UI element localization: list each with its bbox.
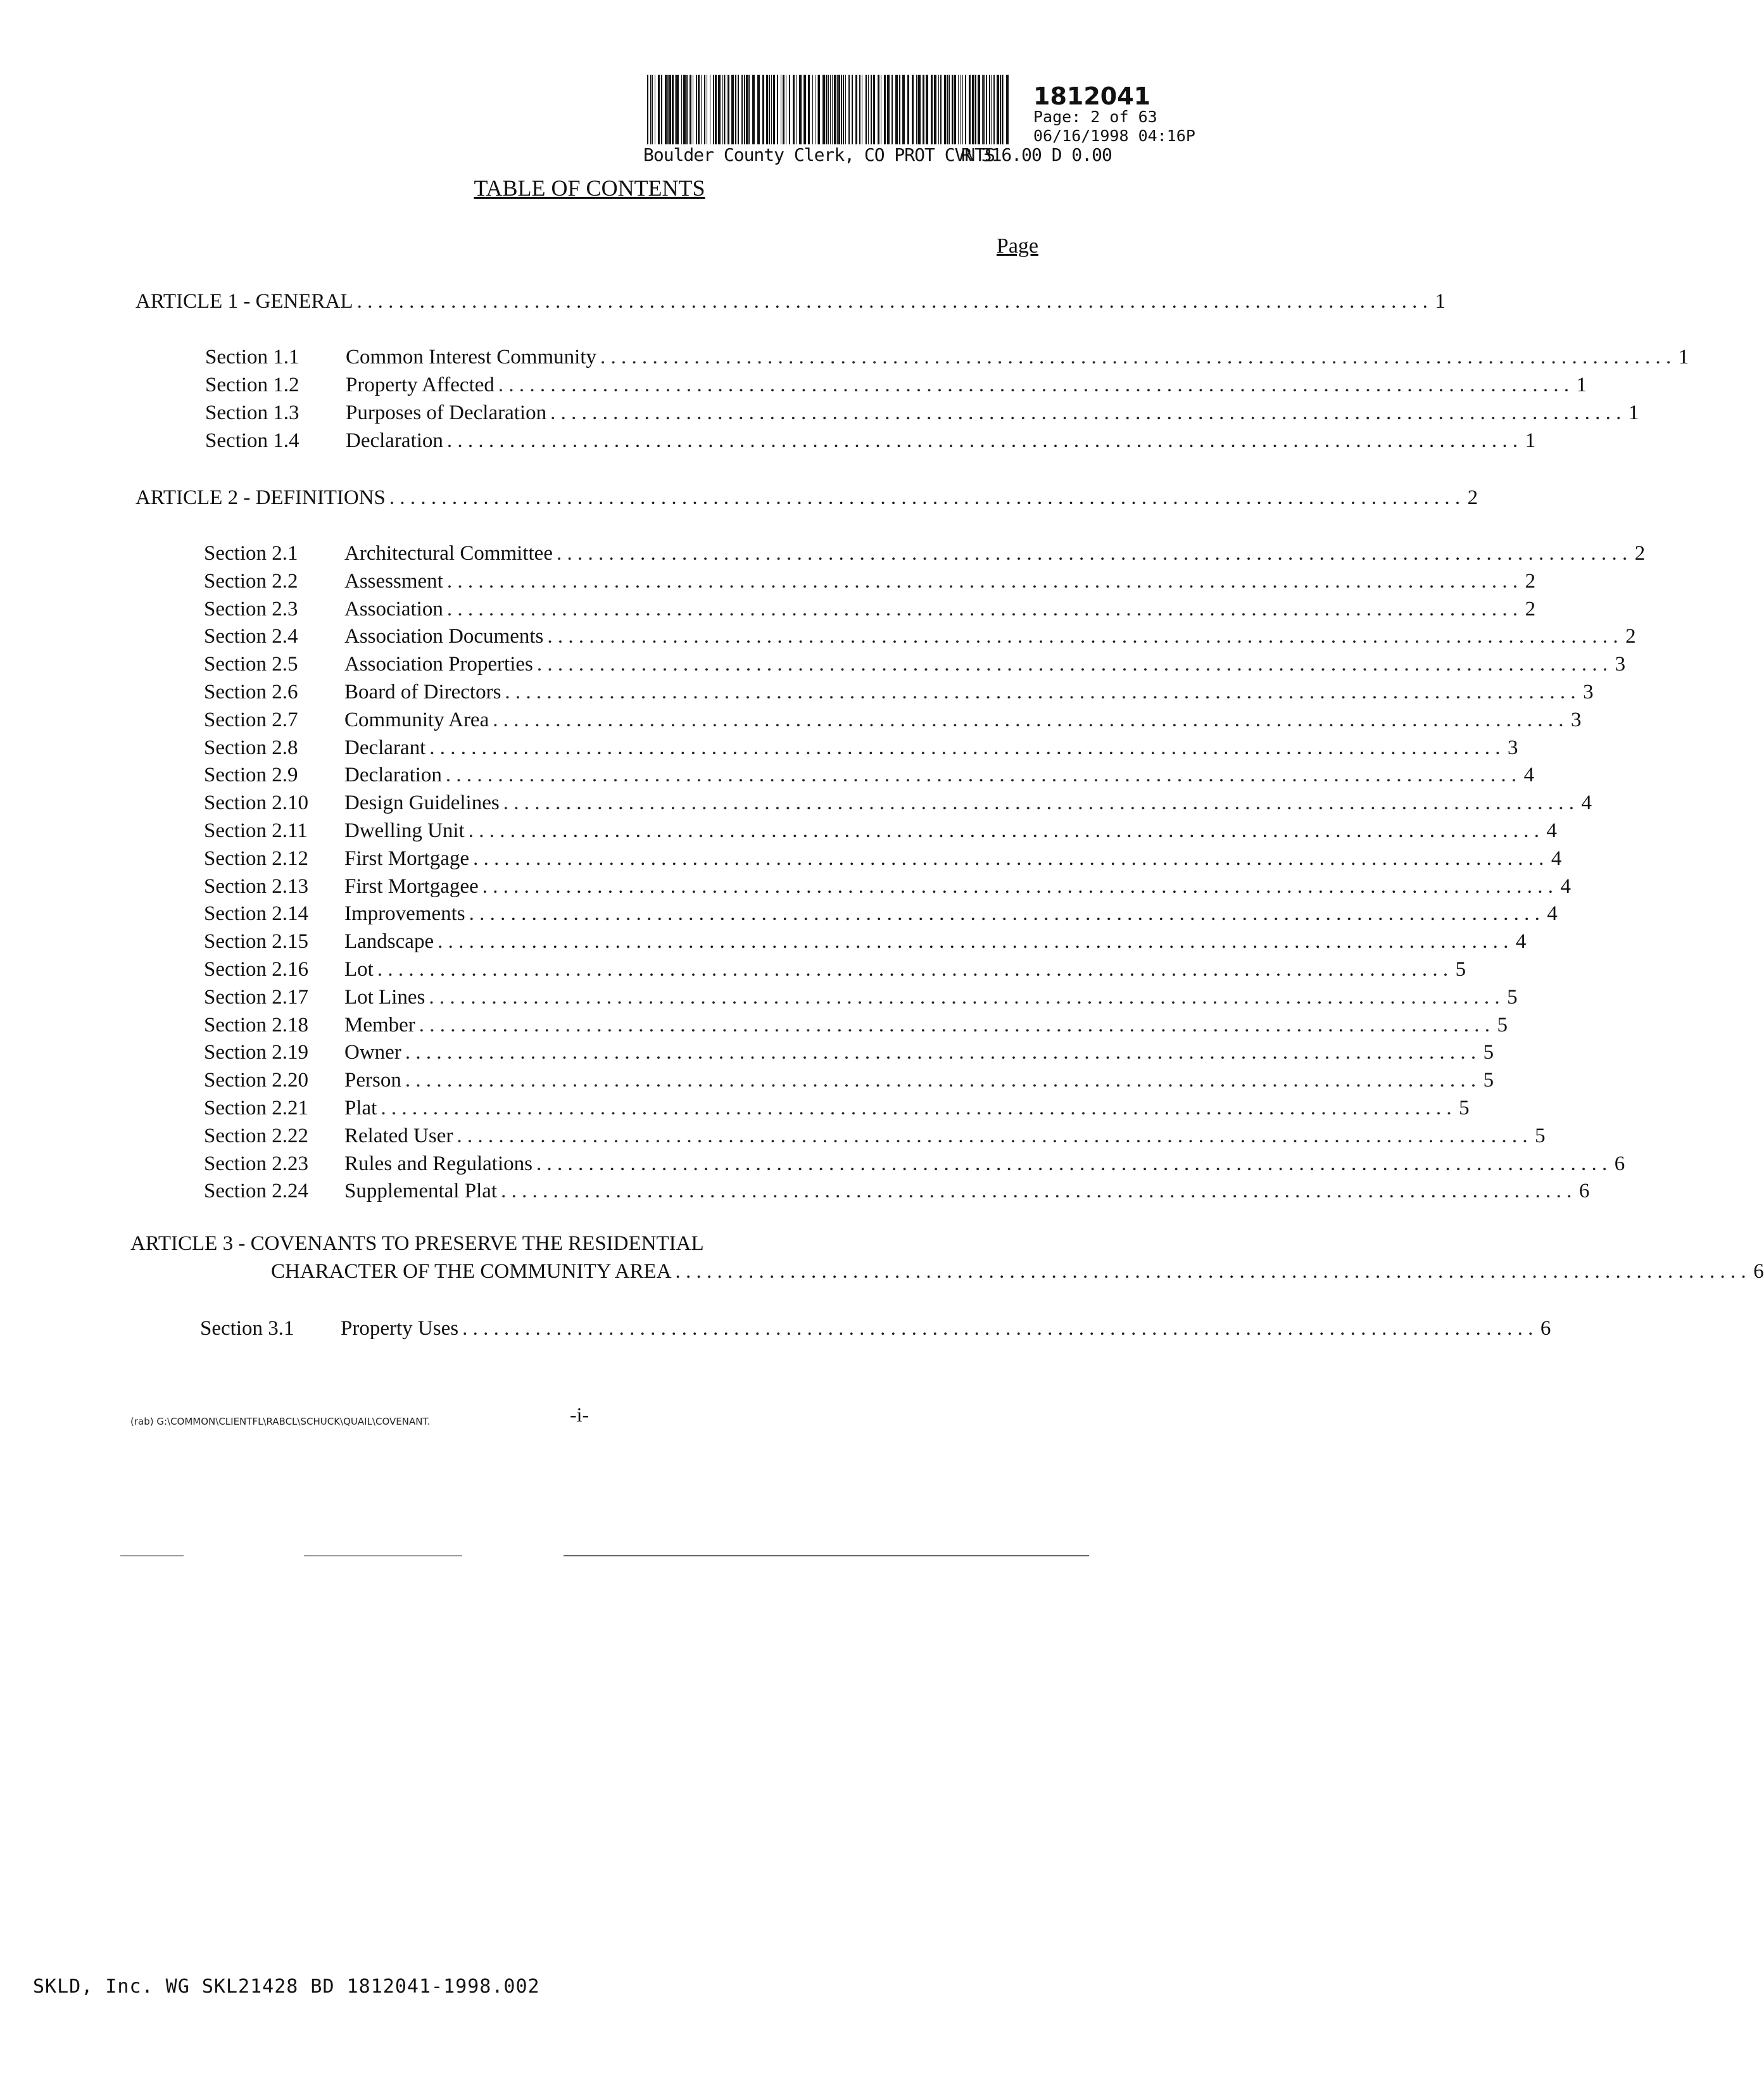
toc-section-row: [204, 681, 1594, 707]
barcode-bar: [923, 75, 924, 144]
toc-section-row: [204, 791, 1592, 818]
barcode-bar: [766, 75, 768, 144]
barcode-bar: [989, 75, 990, 144]
barcode-bar: [661, 75, 662, 144]
barcode-bar: [931, 75, 933, 144]
barcode-bar: [696, 75, 697, 144]
barcode-bar: [978, 75, 980, 144]
barcode-bar: [949, 75, 950, 144]
section-title: Property Affected: [346, 374, 495, 396]
barcode-bar: [676, 75, 679, 144]
section-page: 5: [1483, 1041, 1494, 1064]
section-number: Section 2.16: [204, 958, 308, 981]
barcode-bar: [808, 75, 810, 144]
toc-article-1: [135, 290, 1446, 317]
barcode-bar: [650, 75, 651, 144]
section-page: 5: [1535, 1124, 1546, 1147]
section-page: 6: [1540, 1317, 1551, 1340]
toc-section-row: [204, 1152, 1625, 1179]
scan-artifact-line: [564, 1555, 1089, 1556]
skld-footer-id: SKLD, Inc. WG SKL21428 BD 1812041-1998.002: [33, 1976, 540, 1998]
toc-section-row: [204, 958, 1466, 985]
article-page: 6: [1753, 1260, 1764, 1283]
barcode-bar: [828, 75, 829, 144]
dot-leader: [536, 1152, 1607, 1176]
toc-section-row: [204, 847, 1562, 874]
section-number: Section 2.19: [204, 1041, 308, 1064]
barcode-bar: [868, 75, 869, 144]
dot-leader: [429, 736, 1500, 760]
barcode-bar: [958, 75, 959, 144]
barcode-bar: [665, 75, 667, 144]
barcode-bar: [895, 75, 898, 144]
barcode-bar: [724, 75, 725, 144]
toc-section-row: [204, 1013, 1508, 1040]
barcode-bar: [912, 75, 914, 144]
barcode-bar: [804, 75, 806, 144]
section-title: Declarant: [344, 736, 426, 759]
barcode-bar: [887, 75, 890, 144]
section-number: Section 2.14: [204, 902, 308, 926]
section-page: 5: [1455, 958, 1466, 981]
toc-section-row: [204, 1180, 1590, 1206]
dot-leader: [377, 958, 1448, 981]
recording-page-info: Page: 2 of 63: [1033, 108, 1157, 126]
toc-section-row: [204, 736, 1518, 763]
section-page: 3: [1583, 681, 1594, 703]
barcode-bar: [777, 75, 778, 144]
barcode-bar: [852, 75, 853, 144]
section-page: 4: [1515, 930, 1527, 954]
section-title: Declaration: [344, 764, 442, 787]
dot-leader: [501, 1180, 1572, 1203]
toc-section-row: [204, 653, 1626, 679]
section-page: 1: [1678, 346, 1689, 369]
section-title: Improvements: [344, 902, 465, 926]
dot-leader: [462, 1317, 1533, 1340]
barcode-bar: [757, 75, 760, 144]
toc-section-row: [204, 874, 1571, 902]
file-path: (rab) G:\COMMON\CLIENTFL\RABCL\SCHUCK\QUAIL\COVENANT.: [130, 1416, 431, 1427]
dot-leader: [405, 1069, 1476, 1092]
article-title: ARTICLE 1 - GENERAL: [135, 290, 353, 313]
scan-artifact-line: [120, 1555, 184, 1556]
section-number: Section 2.23: [204, 1152, 308, 1175]
dot-leader: [469, 819, 1539, 843]
toc-section-row: [204, 1069, 1494, 1095]
dot-leader: [429, 986, 1499, 1009]
dot-leader: [469, 902, 1540, 926]
section-title: Dwelling Unit: [344, 819, 465, 842]
barcode-bar: [899, 75, 900, 144]
barcode-bar: [728, 75, 729, 144]
section-title: Landscape: [344, 930, 434, 954]
dot-leader: [446, 764, 1516, 787]
dot-leader: [503, 791, 1574, 815]
toc-title: TABLE OF CONTENTS: [474, 175, 705, 201]
section-page: 2: [1525, 569, 1536, 593]
section-page: 3: [1508, 736, 1518, 759]
barcode-bar: [855, 75, 857, 144]
toc-section-row: [204, 625, 1636, 652]
toc-section-row: [205, 401, 1639, 428]
section-page: 2: [1634, 542, 1646, 565]
barcode-bar: [713, 75, 714, 144]
barcode-bar: [954, 75, 956, 144]
section-number: Section 2.12: [204, 847, 308, 870]
barcode-bar: [837, 75, 838, 144]
barcode-bar: [983, 75, 985, 144]
section-page: 1: [1628, 401, 1639, 424]
barcode-bar: [675, 75, 676, 144]
dot-leader: [447, 570, 1518, 593]
barcode-bar: [830, 75, 831, 144]
page-column-header: Page: [996, 234, 1038, 258]
section-title: Lot: [344, 958, 374, 981]
dot-leader: [600, 346, 1671, 369]
article-title-line-1: ARTICLE 3 - COVENANTS TO PRESERVE THE RESIDENTIAL: [130, 1232, 704, 1255]
barcode-bar: [940, 75, 942, 144]
barcode-bar: [771, 75, 772, 144]
toc-section-row: [205, 429, 1536, 456]
barcode-bar: [773, 75, 775, 144]
section-page: 5: [1483, 1069, 1494, 1092]
barcode-bar: [938, 75, 939, 144]
barcode-bar: [796, 75, 797, 144]
toc-section-row: [204, 1041, 1494, 1068]
barcode-bar: [965, 75, 966, 144]
section-title: Property Uses: [341, 1317, 459, 1340]
barcode-bar: [799, 75, 802, 144]
dot-leader: [447, 429, 1518, 453]
barcode-bar: [878, 75, 879, 144]
toc-section-row: [205, 346, 1689, 372]
barcode-bar: [845, 75, 846, 144]
barcode-bar: [826, 75, 827, 144]
section-number: Section 2.2: [204, 569, 298, 593]
section-number: Section 2.4: [204, 625, 298, 648]
section-number: Section 2.17: [204, 985, 308, 1009]
dot-leader: [493, 709, 1563, 732]
section-page: 4: [1551, 847, 1562, 870]
toc-section-row: [204, 985, 1518, 1012]
barcode-bar: [834, 75, 836, 144]
section-title: Rules and Regulations: [344, 1152, 532, 1175]
dot-leader: [676, 1260, 1746, 1283]
section-page: 4: [1581, 791, 1592, 815]
section-page: 2: [1625, 625, 1636, 648]
recorder-stamp-line: [643, 144, 1112, 165]
toc-section-row: [204, 764, 1535, 790]
section-title: Association: [344, 597, 443, 621]
section-title: Person: [344, 1069, 401, 1092]
barcode-bar: [843, 75, 844, 144]
toc-article-3-line-2: [271, 1260, 1764, 1287]
section-number: Section 1.2: [205, 374, 299, 396]
dot-leader: [473, 847, 1544, 871]
barcode-bar: [783, 75, 784, 144]
section-page: 2: [1525, 597, 1536, 621]
barcode-bar: [891, 75, 893, 144]
dot-leader: [537, 653, 1608, 676]
article-title: ARTICLE 2 - DEFINITIONS: [135, 486, 386, 509]
barcode-bar: [918, 75, 921, 144]
barcode-bar: [789, 75, 790, 144]
section-number: Section 2.18: [204, 1013, 308, 1037]
section-number: Section 2.10: [204, 791, 308, 815]
section-title: Lot Lines: [344, 985, 425, 1009]
section-title: Plat: [344, 1097, 377, 1119]
barcode-bar: [993, 75, 995, 144]
section-title: Community Area: [344, 708, 489, 731]
barcode-bar: [698, 75, 700, 144]
barcode-bar: [769, 75, 770, 144]
barcode-bar: [701, 75, 702, 144]
section-title: Declaration: [346, 429, 443, 452]
dot-leader: [482, 875, 1553, 898]
barcode-bar: [748, 75, 750, 144]
dot-leader: [447, 598, 1518, 621]
toc-section-row: [204, 1097, 1470, 1123]
barcode-bar: [1006, 75, 1009, 144]
section-title: Design Guidelines: [344, 791, 500, 815]
barcode-bar: [848, 75, 850, 144]
section-page: 5: [1497, 1013, 1508, 1037]
section-title: First Mortgage: [344, 847, 470, 870]
barcode-bar: [926, 75, 928, 144]
barcode-bar: [1000, 75, 1001, 144]
toc-section-row: [204, 597, 1536, 624]
section-number: Section 2.13: [204, 874, 308, 898]
toc-article-2: [135, 486, 1478, 513]
section-title: Association Documents: [344, 625, 544, 648]
section-title: Supplemental Plat: [344, 1180, 498, 1203]
barcode-bar: [741, 75, 743, 144]
section-number: Section 2.3: [204, 597, 298, 621]
section-page: 6: [1614, 1152, 1625, 1175]
barcode-bar: [647, 75, 648, 144]
dot-leader: [405, 1041, 1476, 1064]
page-number: -i-: [570, 1403, 589, 1426]
section-title: Purposes of Declaration: [346, 401, 547, 424]
section-page: 4: [1547, 902, 1558, 926]
section-page: 4: [1560, 874, 1571, 898]
section-page: 3: [1570, 708, 1582, 731]
toc-section-row: [204, 569, 1536, 596]
barcode-bar: [762, 75, 764, 144]
barcode-bar: [972, 75, 974, 144]
section-number: Section 2.11: [204, 819, 308, 842]
section-number: Section 2.5: [204, 653, 298, 676]
toc-article-3-line-1: [130, 1232, 1036, 1259]
barcode-bar: [818, 75, 820, 144]
section-number: Section 1.4: [205, 429, 299, 452]
barcode-bar: [658, 75, 660, 144]
recorder-office: Boulder County Clerk, CO PROT CVNTS: [643, 144, 995, 165]
barcode-bar: [704, 75, 705, 144]
dot-leader: [557, 542, 1627, 565]
barcode-bar: [947, 75, 948, 144]
barcode-bar: [944, 75, 946, 144]
section-number: Section 2.6: [204, 681, 298, 703]
section-title: Owner: [344, 1041, 401, 1064]
dot-leader: [547, 625, 1618, 648]
recording-fees: R 316.00 D 0.00: [961, 144, 1112, 165]
barcode-bar: [752, 75, 755, 144]
barcode-bar: [667, 75, 669, 144]
section-number: Section 2.22: [204, 1124, 308, 1147]
toc-section-row: [204, 819, 1557, 846]
section-number: Section 2.24: [204, 1180, 308, 1203]
barcode-bar: [982, 75, 983, 144]
barcode-bar: [715, 75, 717, 144]
section-number: Section 2.21: [204, 1097, 308, 1119]
barcode-bar: [744, 75, 745, 144]
section-title: Member: [344, 1013, 415, 1037]
barcode-bar: [916, 75, 917, 144]
scan-artifact-line: [304, 1555, 462, 1556]
barcode-bar: [871, 75, 872, 144]
barcode-bar: [718, 75, 721, 144]
dot-leader: [457, 1125, 1527, 1148]
section-title: Association Properties: [344, 653, 533, 676]
section-number: Section 2.8: [204, 736, 298, 759]
section-number: Section 1.3: [205, 401, 299, 424]
section-title: Common Interest Community: [346, 346, 596, 369]
toc-section-row: [204, 542, 1646, 569]
barcode-bar: [722, 75, 723, 144]
barcode-bar: [962, 75, 963, 144]
section-page: 5: [1459, 1097, 1470, 1119]
article-page: 2: [1467, 486, 1478, 509]
barcode-bar: [934, 75, 936, 144]
section-page: 4: [1546, 819, 1557, 842]
barcode-bar: [907, 75, 909, 144]
barcode-bar: [884, 75, 886, 144]
section-page: 1: [1525, 429, 1536, 452]
section-number: Section 2.7: [204, 708, 298, 731]
dot-leader: [438, 930, 1508, 954]
barcode-bar: [969, 75, 971, 144]
dot-leader: [498, 374, 1569, 397]
barcode-bar: [873, 75, 875, 144]
barcode-bar: [738, 75, 739, 144]
dot-leader: [357, 290, 1428, 313]
section-number: Section 2.15: [204, 930, 308, 954]
barcode-bar: [986, 75, 987, 144]
section-page: 3: [1615, 653, 1626, 676]
barcode-bar: [865, 75, 866, 144]
barcode-bar: [652, 75, 653, 144]
barcode-bar: [672, 75, 674, 144]
barcode-bar: [686, 75, 688, 144]
reception-number: 1812041: [1033, 82, 1151, 110]
barcode-bar: [960, 75, 961, 144]
barcode-bar: [997, 75, 999, 144]
barcode-bar: [812, 75, 813, 144]
dot-leader: [381, 1097, 1451, 1120]
article-title-line-2: CHARACTER OF THE COMMUNITY AREA: [271, 1260, 672, 1283]
barcode-bar: [991, 75, 992, 144]
article-page: 1: [1435, 290, 1446, 313]
barcode-bar: [731, 75, 734, 144]
barcode-bar: [952, 75, 953, 144]
section-number: Section 2.20: [204, 1069, 308, 1092]
barcode-bar: [690, 75, 691, 144]
barcode-bar: [669, 75, 671, 144]
section-number: Section 2.9: [204, 764, 298, 787]
toc-section-row: [204, 930, 1527, 957]
dot-leader: [505, 681, 1575, 704]
section-page: 1: [1576, 374, 1587, 396]
toc-section-row: [200, 1317, 1551, 1344]
barcode-bar: [832, 75, 833, 144]
barcode-bar: [822, 75, 825, 144]
barcode-bar: [902, 75, 905, 144]
section-title: Related User: [344, 1124, 453, 1147]
barcode-bar: [681, 75, 682, 144]
barcode-bar: [735, 75, 736, 144]
toc-section-row: [204, 708, 1582, 735]
toc-section-row: [204, 1124, 1546, 1151]
toc-section-row: [204, 902, 1558, 929]
barcode-bar: [859, 75, 860, 144]
section-number: Section 1.1: [205, 346, 299, 369]
section-page: 6: [1578, 1180, 1590, 1203]
barcode-bar: [746, 75, 748, 144]
barcode-bar: [793, 75, 795, 144]
section-title: Board of Directors: [344, 681, 501, 703]
barcode-bar: [841, 75, 842, 144]
barcode-bar: [866, 75, 867, 144]
recording-datetime: 06/16/1998 04:16P: [1033, 127, 1195, 145]
barcode-bar: [1002, 75, 1003, 144]
dot-leader: [550, 401, 1621, 425]
section-title: Assessment: [344, 569, 443, 593]
section-page: 4: [1523, 764, 1535, 787]
section-number: Section 3.1: [200, 1317, 294, 1340]
dot-leader: [419, 1014, 1490, 1037]
section-title: Architectural Committee: [344, 542, 553, 565]
barcode-bar: [683, 75, 686, 144]
barcode-bar: [975, 75, 976, 144]
section-title: First Mortgagee: [344, 874, 479, 898]
section-number: Section 2.1: [204, 542, 298, 565]
recording-barcode: [646, 75, 1012, 144]
toc-section-row: [205, 374, 1587, 400]
dot-leader: [389, 486, 1460, 510]
barcode-bar: [838, 75, 840, 144]
section-page: 5: [1507, 985, 1518, 1009]
